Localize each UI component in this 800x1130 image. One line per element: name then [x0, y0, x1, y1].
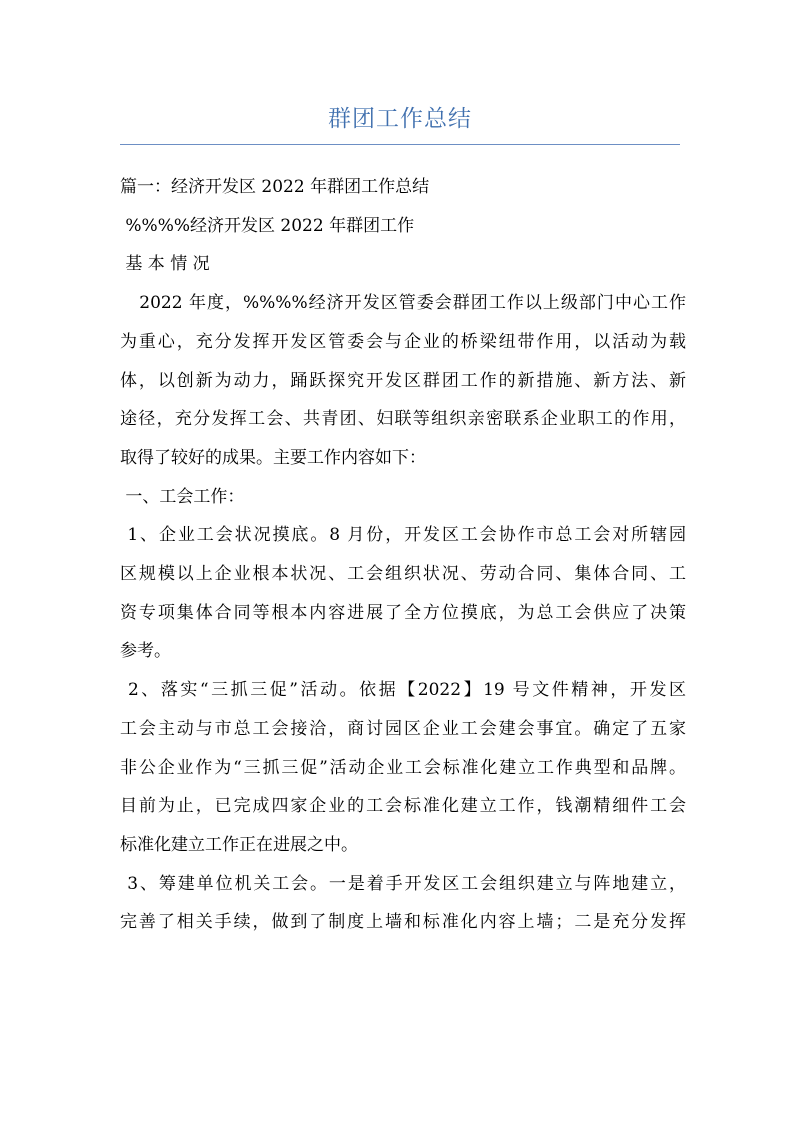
- body-line: 体，以创新为动力，踊跃探究开发区群团工作的新措施、新方法、新: [120, 370, 686, 391]
- body-line: 资专项集体合同等根本内容进展了全方位摸底，为总工会供应了决策: [120, 602, 686, 623]
- body-line: 途径，充分发挥工会、共青团、妇联等组织亲密联系企业职工的作用，: [120, 409, 686, 430]
- body-line: 标准化建立工作正在进展之中。: [120, 834, 358, 855]
- title-divider: [120, 144, 680, 145]
- body-line: 2、落实“三抓三促”活动。依据【2022】19 号文件精神，开发区: [120, 680, 686, 701]
- body-line-heading: 篇一：经济开发区 2022 年群团工作总结: [120, 177, 430, 197]
- body-line: 取得了较好的成果。主要工作内容如下：: [120, 447, 426, 468]
- body-line-section-union: 一、工会工作：: [120, 486, 245, 507]
- body-line-subheading: %%%%经济开发区 2022 年群团工作: [120, 215, 415, 236]
- body-line-section-basic: 基 本 情 况: [120, 254, 210, 275]
- body-line: 区规模以上企业根本状况、工会组织状况、劳动合同、集体合同、工: [120, 564, 686, 585]
- body-line: 非公企业作为“三抓三促”活动企业工会标准化建立工作典型和品牌。: [120, 757, 686, 778]
- document-body: [120, 168, 686, 942]
- body-line: 1、企业工会状况摸底。8 月份，开发区工会协作市总工会对所辖园: [120, 525, 686, 546]
- body-line: 目前为止，已完成四家企业的工会标准化建立工作，钱潮精细件工会: [120, 796, 686, 817]
- body-line: 2022 年度，%%%%经济开发区管委会群团工作以上级部门中心工作: [120, 293, 686, 314]
- body-line: 3、筹建单位机关工会。一是着手开发区工会组织建立与阵地建立，: [120, 873, 686, 894]
- body-line: 为重心，充分发挥开发区管委会与企业的桥梁纽带作用，以活动为载: [120, 331, 686, 352]
- body-line: 工会主动与市总工会接洽，商讨园区企业工会建会事宜。确定了五家: [120, 718, 686, 739]
- body-line: 参考。: [120, 641, 171, 662]
- body-line: 完善了相关手续，做到了制度上墙和标准化内容上墙；二是充分发挥: [120, 912, 686, 933]
- document-title: 群团工作总结: [328, 106, 472, 132]
